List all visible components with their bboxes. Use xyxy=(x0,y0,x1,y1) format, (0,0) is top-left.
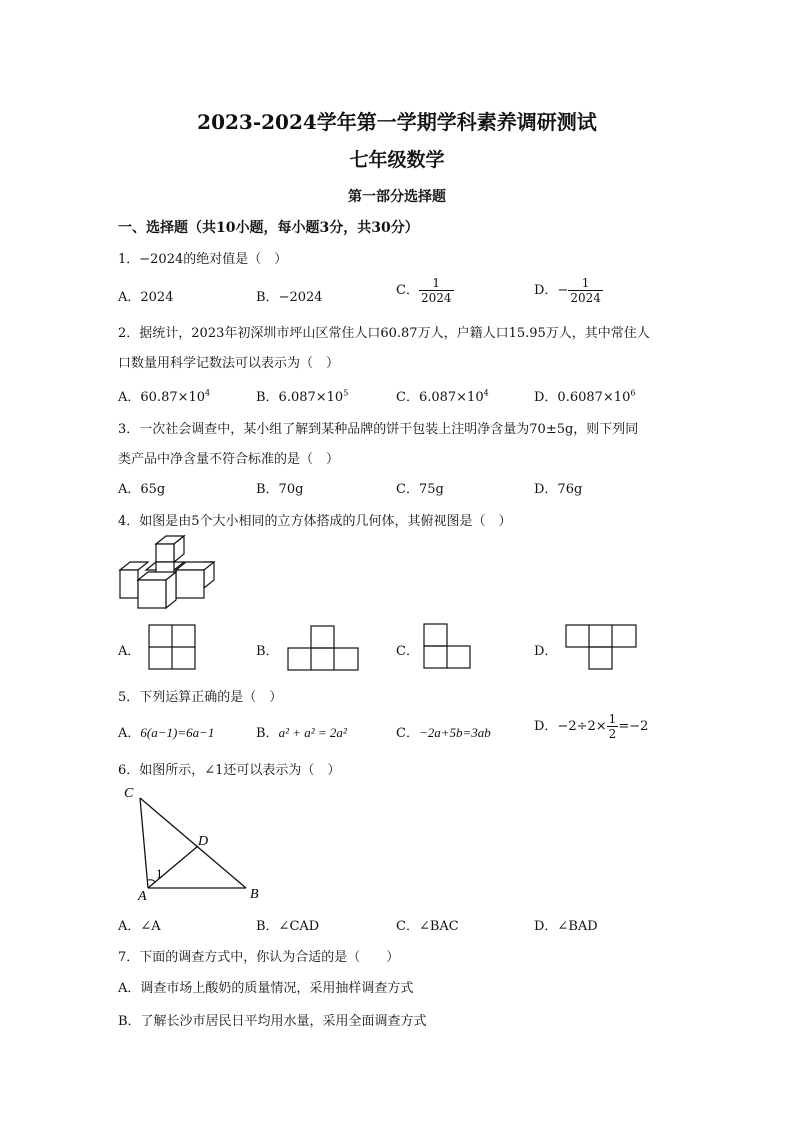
q6-option-c: C．∠BAC xyxy=(396,919,459,934)
cube-top xyxy=(120,562,148,570)
q2-c-exponent: 4 xyxy=(483,388,489,398)
cube-front xyxy=(120,570,138,598)
q3-stem-line2: 类产品中净含量不符合标准的是（ ） xyxy=(118,452,340,467)
q7-option-a: A．调查市场上酸奶的质量情况，采用抽样调查方式 xyxy=(118,981,414,996)
q3-stem-line1: 3．一次社会调查中，某小组了解到某种品牌的饼干包装上注明净含量为70±5g，则下列同 xyxy=(118,422,639,437)
q5-b-label: B． xyxy=(256,726,279,741)
q1-option-b: B．−2024 xyxy=(256,290,323,305)
q6-label-b: B xyxy=(250,887,259,902)
page-title: 2023-2024学年第一学期学科素养调研测试 xyxy=(197,110,597,134)
q6-option-a: A．∠A xyxy=(118,919,161,934)
q3-option-b: B．70g xyxy=(256,482,304,497)
q5-option-c xyxy=(396,722,491,741)
q3-option-c: C．75g xyxy=(396,482,444,497)
q4-stem: 4．如图是由5个大小相同的立方体搭成的几何体，其俯视图是（ ） xyxy=(118,514,512,529)
q5-option-a xyxy=(118,722,214,741)
q1-c-denominator: 2024 xyxy=(420,291,452,305)
q7-option-b: B．了解长沙市居民日平均用水量，采用全面调查方式 xyxy=(118,1014,427,1029)
q1-option-c xyxy=(396,276,454,305)
q1-option-c-label: C． xyxy=(396,283,419,298)
q5-a-label: A． xyxy=(118,726,141,741)
q1-option-a: A．2024 xyxy=(118,290,174,305)
q3-option-a: A．65g xyxy=(118,482,166,497)
q6-triangle-figure xyxy=(118,782,268,902)
cube-front xyxy=(156,544,174,562)
q4-option-a-figure xyxy=(148,624,196,670)
page-subtitle: 七年级数学 xyxy=(349,149,445,171)
q2-option-c xyxy=(396,386,489,405)
q5-d-prefix: −2÷2× xyxy=(557,719,607,734)
q5-c-label: C． xyxy=(396,726,419,741)
q5-stem: 5．下列运算正确的是（ ） xyxy=(118,690,283,705)
q5-b-expression: a² + a² = 2a² xyxy=(278,725,347,740)
q1-option-d xyxy=(534,276,603,305)
q2-b-exponent: 5 xyxy=(343,388,349,398)
q6-option-d: D．∠BAD xyxy=(534,919,598,934)
q5-option-d xyxy=(534,712,648,741)
q2-option-d xyxy=(534,386,635,405)
q5-d-numerator: 1 xyxy=(608,712,617,726)
q6-label-d: D xyxy=(198,834,209,849)
q5-a-expression: 6(a−1)=6a−1 xyxy=(140,725,215,740)
q2-b-text: B．6.087×10 xyxy=(256,390,344,405)
cube-front xyxy=(138,580,166,608)
q6-label-angle-1: 1 xyxy=(156,866,163,881)
q4-option-a-label: A． xyxy=(118,644,141,659)
part-heading: 第一部分选择题 xyxy=(348,189,446,205)
q1-option-c-fraction xyxy=(419,276,454,305)
q1-d-denominator: 2024 xyxy=(570,291,601,305)
q1-d-numerator: 1 xyxy=(568,276,603,291)
q3-option-d: D．76g xyxy=(534,482,583,497)
q4-option-c-figure xyxy=(423,623,471,669)
section-heading: 一、选择题（共10小题，每小题3分，共30分） xyxy=(118,220,419,236)
q5-d-denominator: 2 xyxy=(608,727,617,741)
q4-option-b-label: B． xyxy=(256,644,279,659)
q2-c-text: C．6.087×10 xyxy=(396,390,484,405)
q1-c-numerator: 1 xyxy=(419,276,454,291)
q5-c-expression: −2a+5b=3ab xyxy=(418,725,491,740)
q2-stem-line1: 2．据统计，2023年初深圳市坪山区常住人口60.87万人，户籍人口15.95万人，其中常住人 xyxy=(118,326,650,341)
q4-option-d-figure xyxy=(565,624,637,670)
q2-d-text: D．0.6087×10 xyxy=(534,390,631,405)
q2-d-exponent: 6 xyxy=(630,388,636,398)
q5-d-fraction xyxy=(607,712,619,741)
q6-label-c: C xyxy=(124,786,134,801)
q2-a-exponent: 4 xyxy=(205,388,211,398)
q2-stem-line2: 口数量用科学记数法可以表示为（ ） xyxy=(118,356,340,371)
cube-front xyxy=(176,570,204,598)
q2-option-b xyxy=(256,386,348,405)
q1-option-d-label: D． xyxy=(534,283,558,298)
q7-stem: 7．下面的调查方式中，你认为合适的是（ ） xyxy=(118,950,400,965)
q2-option-a xyxy=(118,386,210,405)
q4-option-b-figure xyxy=(287,625,359,671)
q1-d-sign: − xyxy=(557,283,569,298)
q6-stem: 6．如图所示，∠1还可以表示为（ ） xyxy=(118,763,341,778)
q2-a-text: A．60.87×10 xyxy=(118,390,206,405)
q4-solid-figure xyxy=(118,532,222,612)
q5-option-b xyxy=(256,722,347,741)
q1-option-d-fraction xyxy=(568,276,603,305)
q5-d-suffix: =−2 xyxy=(618,719,649,734)
q5-d-label: D． xyxy=(534,719,558,734)
q6-option-b: B．∠CAD xyxy=(256,919,320,934)
q4-option-d-label: D． xyxy=(534,644,558,659)
q6-label-a: A xyxy=(138,889,147,904)
q4-option-c-label: C． xyxy=(396,644,419,659)
q1-stem: 1．−2024的绝对值是（ ） xyxy=(118,252,288,267)
